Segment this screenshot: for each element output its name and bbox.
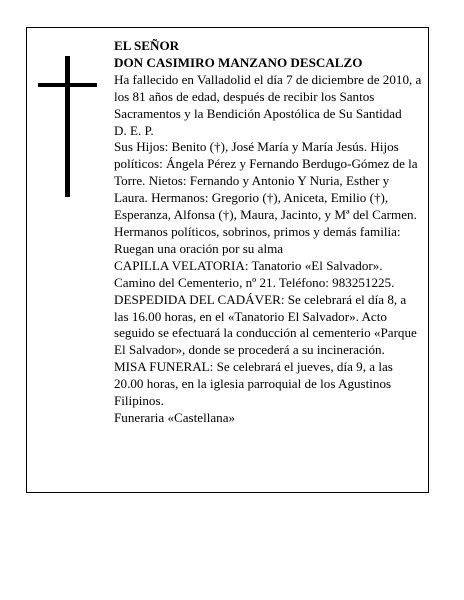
prayer-request: Ruegan una oración por su alma: [114, 240, 284, 256]
funeral-home: Funeraria «Castellana»: [114, 409, 236, 425]
cross-horizontal-bar: [38, 83, 97, 87]
cross-vertical-bar: [65, 56, 70, 197]
notice-body: [114, 38, 424, 427]
death-announcement: Ha fallecido en Valladolid el día 7 de diciembre de 2010, a los 81 años de edad, después de recibir los Santos Sacramentos y la Bendición Apostólica de Su Santidad: [114, 71, 422, 121]
title-line-1: EL SEÑOR: [114, 38, 180, 53]
rip-abbreviation: D. E. P.: [114, 122, 154, 138]
funeral-mass-info: MISA FUNERAL: Se celebrará el jueves, día 9, a las 20.00 horas, en la iglesia parroquial de los Agustinos Filipinos.: [114, 359, 393, 409]
family-list: Sus Hijos: Benito (†), José María y María Jesús. Hijos políticos: Ángela Pérez y Fernando Berdugo-Gómez de la Torre. Nietos: Fernando y Antonio Y Nuria, Esther y Laura. Hermanos: Gregorio (†), Aniceta, Emilio (†), Esperanza, Alfonsa (†), Maura, Jacinto, y Mª del Carmen. Hermanos políticos, sobrinos, primos y demás familia:: [114, 139, 418, 239]
deceased-name: DON CASIMIRO MANZANO DESCALZO: [114, 54, 363, 70]
farewell-info: DESPEDIDA DEL CADÁVER: Se celebrará el día 8, a las 16.00 horas, en el «Tanatorio El Salvador». Acto seguido se efectuará la conducción al cementerio «Parque El Salvador», donde se procederá a su incineración.: [114, 291, 417, 358]
chapel-info: CAPILLA VELATORIA: Tanatorio «El Salvador». Camino del Cementerio, nº 21. Teléfono: 983251225.: [114, 257, 395, 290]
